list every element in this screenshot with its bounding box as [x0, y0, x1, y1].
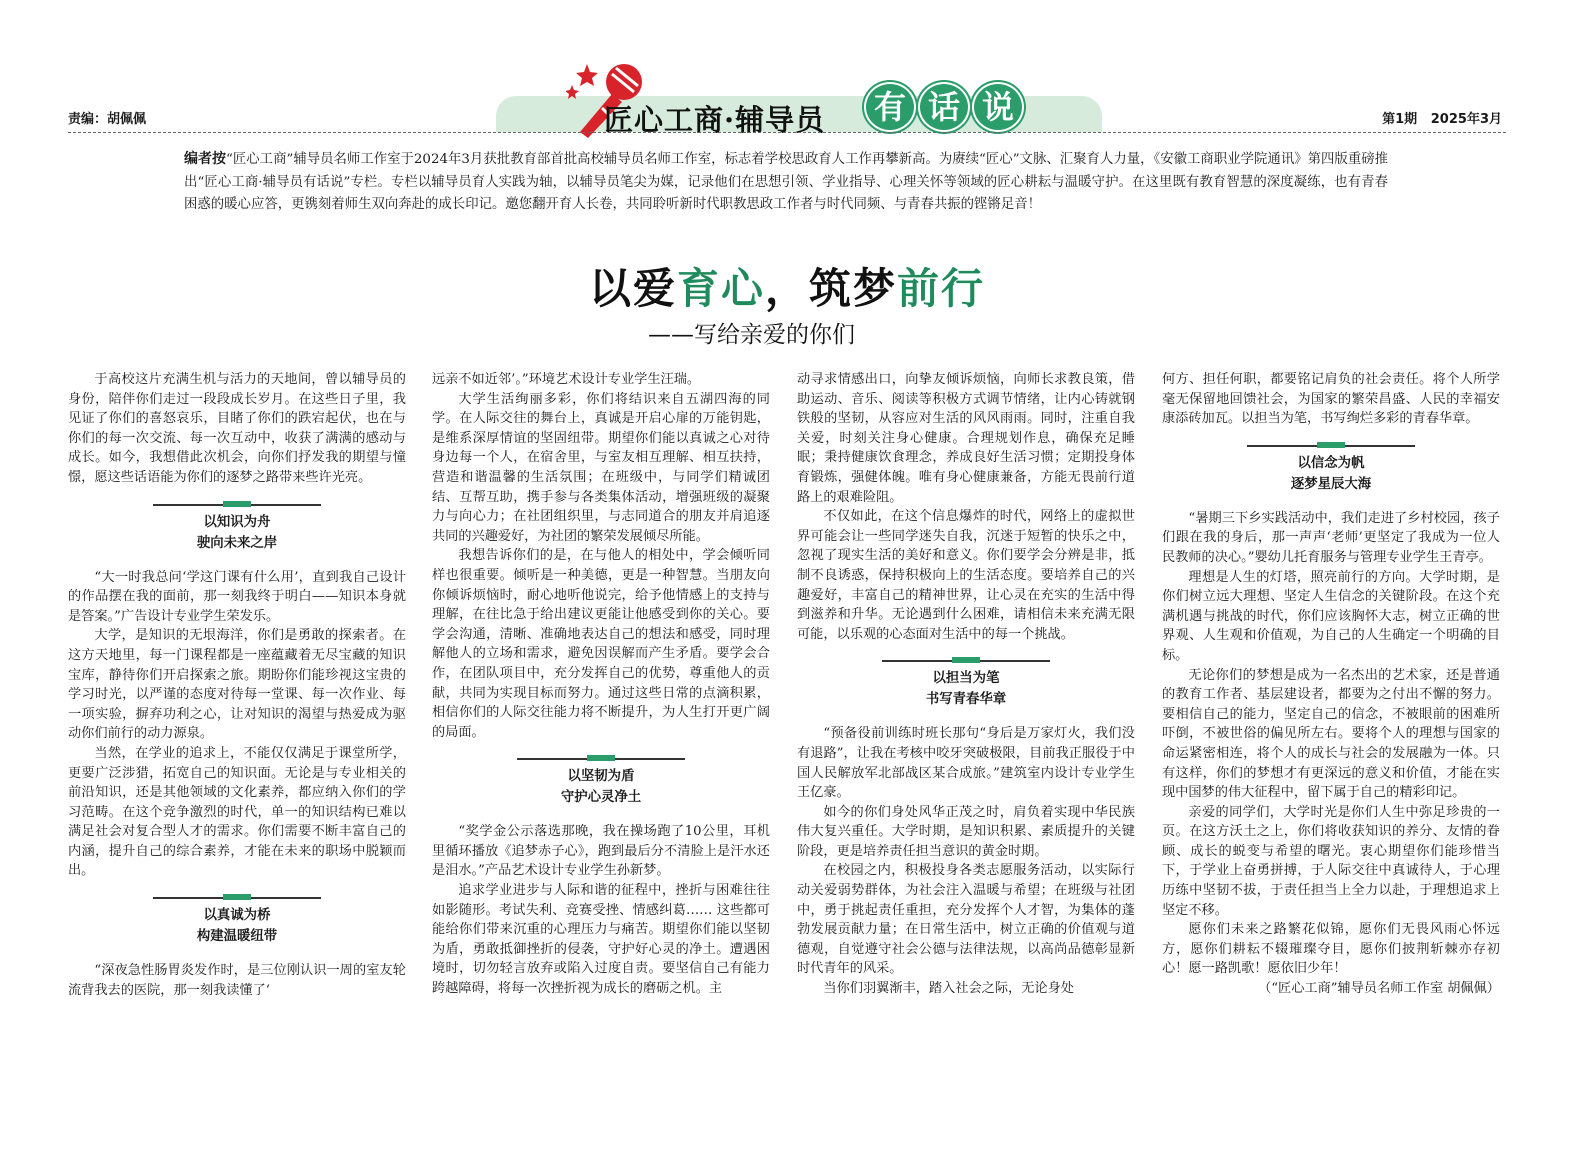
- section-heading: [68, 504, 406, 554]
- author-signature: （“匠心工商”辅导员名师工作室 胡佩佩）: [1258, 981, 1500, 997]
- paragraph: 在校园之内，积极投身各类志愿服务活动，以实际行动关爱弱势群体，为社会注入温暖与希望；在班级与社团中，勇于挑起责任重担，充分发挥个人才智，为集体的蓬勃发展贡献力量；在日常生活中，树立正确的价值观与道德观，自觉遵守社会公德与法律法规，以高尚品德彰显新时代青年的风采。: [797, 863, 1135, 977]
- paragraph: 大学，是知识的无垠海洋，你们是勇敢的探索者。在这方天地里，每一门课程都是一座蕴藏着无尽宝藏的知识宝库，静待你们开启探索之旅。期盼你们能珍视这宝贵的学习时光，以严谨的态度对待每一堂课、每一次作业、每一项实验，摒弃功利之心，让对知识的渴望与热爱成为驱动你们前行的动力源泉。: [68, 628, 406, 742]
- paragraph: 当然，在学业的追求上，不能仅仅满足于课堂所学，更要广泛涉猎，拓宽自己的知识面。无论是与专业相关的前沿知识，还是其他领域的文化素养，都应纳入你们的学习范畴。在这个竞争激烈的时代，单一的知识结构已难以满足社会对复合型人才的需求。你们需要不断丰富自己的内涵，提升自己的综合素养，才能在未来的职场中脱颖而出。: [68, 745, 406, 879]
- section-heading-line2: 守护心灵净土: [560, 790, 642, 806]
- column-1: [68, 370, 406, 1000]
- banner-char-2: 话: [918, 82, 970, 132]
- section-heading: [1162, 445, 1500, 495]
- section-heading: [68, 897, 406, 947]
- paragraph: 当你们羽翼渐丰，踏入社会之际，无论身处: [823, 981, 1074, 997]
- title-part-4: 前行: [897, 264, 986, 313]
- banner-main-text: 匠心工商·辅导员: [604, 103, 826, 137]
- paragraph: 动寻求情感出口，向挚友倾诉烦恼，向师长求教良策，借助运动、音乐、阅读等积极方式调节情绪，让内心铸就钢铁般的坚韧，从容应对生活的风风雨雨。同时，注重自我关爱，时刻关注身心健康。合理规划作息，确保充足睡眠；秉持健康饮食理念，养成良好生活习惯；定期投身体育锻炼，强健体魄。唯有身心健康兼备，方能无畏前行道路上的艰难险阻。: [797, 372, 1135, 505]
- issue-date: 2025年3月: [1430, 112, 1502, 127]
- paragraph: 何方、担任何职，都要铭记肩负的社会责任。将个人所学毫无保留地回馈社会，为国家的繁荣昌盛、人民的幸福安康添砖加瓦。以担当为笔，书写绚烂多彩的青春华章。: [1162, 372, 1500, 427]
- editor-note: [184, 148, 1388, 217]
- paragraph: “深夜急性肠胃炎发作时，是三位刚认识一周的室友轮流背我去的医院，那一刻我读懂了‘: [68, 963, 406, 998]
- section-heading-line2: 驶向未来之岸: [196, 535, 278, 551]
- banner-emphasis: [864, 82, 1024, 130]
- column-2: [432, 370, 770, 999]
- paragraph: 如今的你们身处风华正茂之时，肩负着实现中华民族伟大复兴重任。大学时期，是知识积累、素质提升的关键阶段，更是培养责任担当意识的黄金时期。: [797, 804, 1135, 859]
- paragraph: 我想告诉你们的是，在与他人的相处中，学会倾听同样也很重要。倾听是一种美德，更是一种智慧。当朋友向你倾诉烦恼时，耐心地听他说完，给予他情感上的支持与理解，在往比急于给出建议更能让他感受到你的关心。要学会沟通，清晰、准确地表达自己的想法和感受，同时理解他人的立场和需求，避免因误解而产生矛盾。要学会合作，在团队项目中，充分发挥自己的优势，尊重他人的贡献，共同为实现目标而努力。通过这些日常的点滴积累，相信你们的人际交往能力将不断提升，为人生打开更广阔的局面。: [432, 548, 770, 740]
- issue-number: 第1期: [1382, 112, 1418, 127]
- paragraph: 理想是人生的灯塔，照亮前行的方向。大学时期，是你们树立远大理想、坚定人生信念的关键阶段。在这个充满机遇与挑战的时代，你们应该胸怀大志，树立正确的世界观、人生观和价值观，为自己的人生确定一个明确的目标。: [1162, 569, 1500, 663]
- article-subtitle: ——写给亲爱的你们: [648, 322, 855, 348]
- title-part-1: 以爱: [588, 264, 677, 313]
- paragraph: 亲爱的同学们，大学时光是你们人生中弥足珍贵的一页。在这方沃土之上，你们将收获知识的养分、友情的眷顾、成长的蜕变与希望的曙光。衷心期望你们能珍惜当下，于学业上奋勇拼搏，于人际交往中真诚待人，于心理历练中坚韧不拔，于责任担当上全力以赴，于理想追求上坚定不移。: [1162, 804, 1500, 918]
- paragraph: 大学生活绚丽多彩，你们将结识来自五湖四海的同学。在人际交往的舞台上，真诚是开启心扉的万能钥匙，是维系深厚情谊的坚固纽带。期望你们能以真诚之心对待身边每一个人，在宿舍里，与室友相互理解、相互扶持，营造和谐温馨的生活氛围；在班级中，与同学们精诚团结、互帮互助，携手参与各类集体活动，增强班级的凝聚力与向心力；在社团组织里，与志同道合的朋友并肩追逐共同的兴趣爱好，为社团的繁荣发展倾尽所能。: [432, 391, 770, 544]
- paragraph: “预备役前训练时班长那句“身后是万家灯火，我们没有退路”，让我在考核中咬牙突破极限，目前我正服役于中国人民解放军北部战区某合成旅。”建筑室内设计专业学生王亿豪。: [797, 726, 1135, 801]
- column-banner: [496, 88, 1114, 137]
- section-heading-line2: 书写青春华章: [925, 692, 1007, 708]
- paragraph: “奖学金公示落选那晚，我在操场跑了10公里，耳机里循环播放《追梦赤子心》，跑到最后分不清脸上是汗水还是泪水。”产品艺术设计专业学生孙新梦。: [432, 824, 770, 879]
- section-heading-line1: 以担当为笔: [932, 671, 1000, 687]
- title-part-3: ，筑梦: [765, 264, 898, 313]
- paragraph: “暑期三下乡实践活动中，我们走进了乡村校园，孩子们跟在我的身后，那一声声‘老师’更坚定了我成为一位人民教师的决心。”婴幼儿托育服务与管理专业学生王青亭。: [1162, 510, 1500, 565]
- banner-char-3: 说: [972, 82, 1024, 132]
- column-3: [797, 370, 1135, 999]
- page-header: [68, 80, 1506, 136]
- title-part-2: 育心: [676, 264, 765, 313]
- section-heading-line1: 以坚韧为盾: [567, 769, 635, 785]
- paragraph: 于高校这片充满生机与活力的天地间，曾以辅导员的身份，陪伴你们走过一段段成长岁月。在这些日子里，我见证了你们的喜怒哀乐，目睹了你们的跌宕起伏，也在与你们的每一次交流、每一次互动中，收获了满满的感动与成长。如今，我想借此次机会，向你们抒发我的期望与憧憬，愿这些话语能为你们的逐梦之路带来些许光亮。: [68, 372, 406, 485]
- header-rule: [68, 132, 1506, 133]
- editor-note-label: 编者按: [184, 151, 227, 167]
- section-heading-line1: 以信念为帆: [1297, 455, 1365, 471]
- section-heading-line1: 以知识为舟: [203, 514, 271, 530]
- paragraph: 远亲不如近邻’。”环境艺术设计专业学生汪瑞。: [432, 372, 701, 387]
- section-heading: [797, 660, 1135, 710]
- issue-info: [1382, 108, 1502, 127]
- paragraph: 追求学业进步与人际和谐的征程中，挫折与困难往往如影随形。考试失利、竞赛受挫、情感纠葛…… 这些都可能给你们带来沉重的心理压力与痛苦。期望你们能以坚韧为盾，勇敢抵御挫折的侵袭，守护好心灵的净土。遭遇困境时，切勿轻言放弃或陷入过度自责。要坚信自己有能力跨越障碍，将每一次挫折视为成长的磨砺之机。主: [432, 883, 770, 997]
- section-heading-line2: 逐梦星辰大海: [1290, 476, 1372, 492]
- paragraph: 不仅如此，在这个信息爆炸的时代，网络上的虚拟世界可能会让一些同学迷失自我，沉迷于短暂的快乐之中，忽视了现实生活的美好和意义。你们要学会分辨是非，抵制不良诱惑，保持积极向上的生活态度。要培养自己的兴趣爱好，丰富自己的精神世界，让心灵在充实的生活中得到滋养和升华。无论遇到什么困难，请相信未来充满无限可能，以乐观的心态面对生活中的每一个挑战。: [797, 509, 1135, 642]
- paragraph: 愿你们未来之路繁花似锦，愿你们无畏风雨心怀远方，愿你们耕耘不辍璀璨夺目，愿你们披荆斩棘亦存初心！愿一路凯歌！愿依旧少年！: [1162, 922, 1500, 977]
- paragraph: 无论你们的梦想是成为一名杰出的艺术家，还是普通的教育工作者、基层建设者，都要为之付出不懈的努力。要相信自己的能力，坚定自己的信念，不被眼前的困难所吓倒，不被世俗的偏见所左右。要将个人的理想与国家的命运紧密相连，将个人的成长与社会的发展融为一体。只有这样，你们的梦想才有更深远的意义和价值，才能在实现中国梦的伟大征程中，留下属于自己的精彩印记。: [1162, 667, 1500, 801]
- editor-credit: 责编：胡佩佩: [68, 112, 147, 127]
- paragraph: “大一时我总问‘学这门课有什么用’，直到我自己设计的作品摆在我的面前，那一刻我终于明白——知识本身就是答案。”广告设计专业学生荣发乐。: [68, 569, 406, 624]
- column-4: [1162, 370, 1500, 999]
- article-title: [0, 256, 1574, 316]
- section-heading-line2: 构建温暖纽带: [196, 929, 278, 945]
- section-heading: [432, 758, 770, 808]
- banner-char-1: 有: [864, 82, 916, 132]
- editor-note-text: “匠心工商”辅导员名师工作室于2024年3月获批教育部首批高校辅导员名师工作室，标志着学校思政育人工作再攀新高。为赓续“匠心”文脉、汇聚育人力量，《安徽工商职业学院通讯》第四版重磅推出“匠心工商·辅导员有话说”专栏。专栏以辅导员育人实践为轴，以辅导员笔尖为媒，记录他们在思想引领、学业指导、心理关怀等领域的匠心耕耘与温暖守护。在这里既有教育智慧的深度凝练，也有青春困惑的暖心应答，更镌刻着师生双向奔赴的成长印记。邀您翻开育人长卷，共同聆听新时代职教思政工作者与时代同频、与青春共振的铿锵足音！: [184, 152, 1389, 212]
- section-heading-line1: 以真诚为桥: [203, 908, 271, 924]
